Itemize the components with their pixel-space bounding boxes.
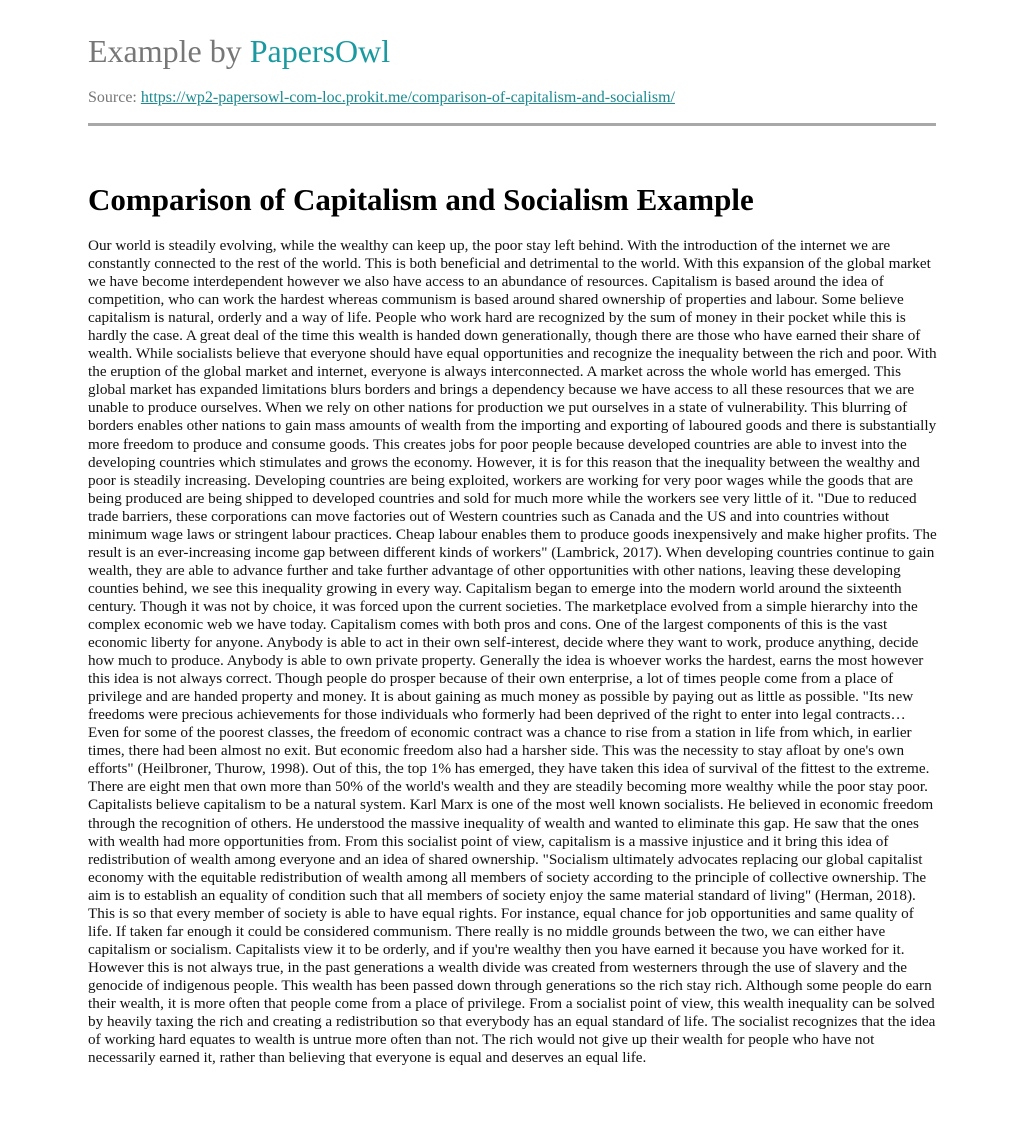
article-body: Our world is steadily evolving, while the wealthy can keep up, the poor stay left behind. With the introduction of the internet we are constantly connected to the rest of the world. This is both beneficial and detrimental to the world. With this expansion of the global market we have become interdependent however we also have access to an abundance of resources. Capitalism is based around the idea of competition, who can work the hardest whereas communism is based around shared ownership of properties and labour. Some believe capitalism is natural, orderly and a way of life. People who work hard are recognized by the sum of money in their pocket while this is hardly the case. A great deal of the time this wealth is handed down generationally, though there are those who have earned their share of wealth. While socialists believe that everyone should have equal opportunities and recognize the inequality between the rich and poor. With the eruption of the global market and internet, everyone is always interconnected. A market across the whole world has emerged. This global market has expanded limitations blurs borders and brings a dependency because we have access to all these resources that we are unable to produce ourselves. When we rely on other nations for production we put ourselves in a state of vulnerability. This blurring of borders enables other nations to gain mass amounts of wealth from the importing and exporting of laboured goods and there is substantially more freedom to produce and consume goods. This creates jobs for poor people because developed countries are able to invest into the developing countries which stimulates and grows the economy. However, it is for this reason that the inequality between the wealthy and poor is steadily increasing. Developing countries are being exploited, workers are working for very poor wages while the goods that are being produced are being shipped to developed countries and sold for much more while the workers see very little of it. "Due to reduced trade barriers, these corporations can move factories out of Western countries such as Canada and the US and into countries without minimum wage laws or stringent labour practices. Cheap labour enables them to produce goods inexpensively and make higher profits. The result is an ever-increasing income gap between different kinds of workers" (Lambrick, 2017). When developing countries continue to gain wealth, they are able to advance further and take further advantage of other opportunities with other nations, leaving these developing counties behind, we see this inequality growing in every way. Capitalism began to emerge into the modern world around the sixteenth century. Though it was not by choice, it was forced upon the current societies. The marketplace evolved from a simple hierarchy into the complex economic web we have today. Capitalism comes with both pros and cons. One of the largest components of this is the vast economic liberty for anyone. Anybody is able to act in their own self-interest, decide where they want to work, produce anything, decide how much to produce. Anybody is able to own private property. Generally the idea is whoever works the hardest, earns the most however this idea is not always correct. Though people do prosper because of their own enterprise, a lot of times people come from a place of privilege and are handed property and money. It is about gaining as much money as possible by paying out as little as possible. "Its new freedoms were precious achievements for those individuals who formerly had been deprived of the right to enter into legal contracts… Even for some of the poorest classes, the freedom of economic contract was a chance to rise from a station in life from which, in earlier times, there had been almost no exit. But economic freedom also had a harsher side. This was the necessity to stay afloat by one's own efforts" (Heilbroner, Thurow, 1998). Out of this, the top 1% has emerged, they have taken this idea of survival of the fittest to the extreme. There are eight men that own more than 50% of the world's wealth and they are steadily becoming more wealthy while the poor stay poor. Capitalists believe capitalism to be a natural system. Karl Marx is one of the most well known socialists. He believed in economic freedom through the recognition of others. He understood the massive inequality of wealth and wanted to eliminate this gap. He saw that the ones with wealth had more opportunities from. From this socialist point of view, capitalism is a massive injustice and it bring this idea of redistribution of wealth among everyone and an idea of shared ownership. "Socialism ultimately advocates replacing our global capitalist economy with the equitable redistribution of wealth among all members of society according to the principle of collective ownership. The aim is to establish an equality of condition such that all members of society enjoy the same material standard of living" (Herman, 2018). This is so that every member of society is able to have equal rights. For instance, equal chance for job opportunities and same quality of life. If taken far enough it could be considered communism. There really is no middle grounds between the two, we can either have capitalism or socialism. Capitalists view it to be orderly, and if you're wealthy then you have earned it because you have worked for it. However this is not always true, in the past generations a wealth divide was created from westerners through the use of slavery and the genocide of indigenous people. This wealth has been passed down through generations so the rich stay rich. Although some people do earn their wealth, it is more often that people come from a place of privilege. From a socialist point of view, this wealth inequality can be solved by heavily taxing the rich and creating a redistribution so that everybody has an equal standard of life. The socialist recognizes that the idea of working hard equates to wealth is untrue more often than not. The rich would not give up their wealth for people who have not necessarily earned it, rather than believing that everyone is equal and deserves an equal life. [88, 237, 937, 1067]
brand-prefix: Example by [88, 33, 250, 69]
source-link[interactable]: https://wp2-papersowl-com-loc.prokit.me/comparison-of-capitalism-and-socialism/ [140, 89, 675, 106]
site-brand [88, 33, 390, 69]
source-label: Source: [88, 89, 141, 106]
header-divider [88, 123, 936, 126]
brand-name[interactable]: PapersOwl [249, 33, 391, 69]
article-title: Comparison of Capitalism and Socialism Example [88, 182, 754, 217]
source-line [88, 88, 675, 108]
